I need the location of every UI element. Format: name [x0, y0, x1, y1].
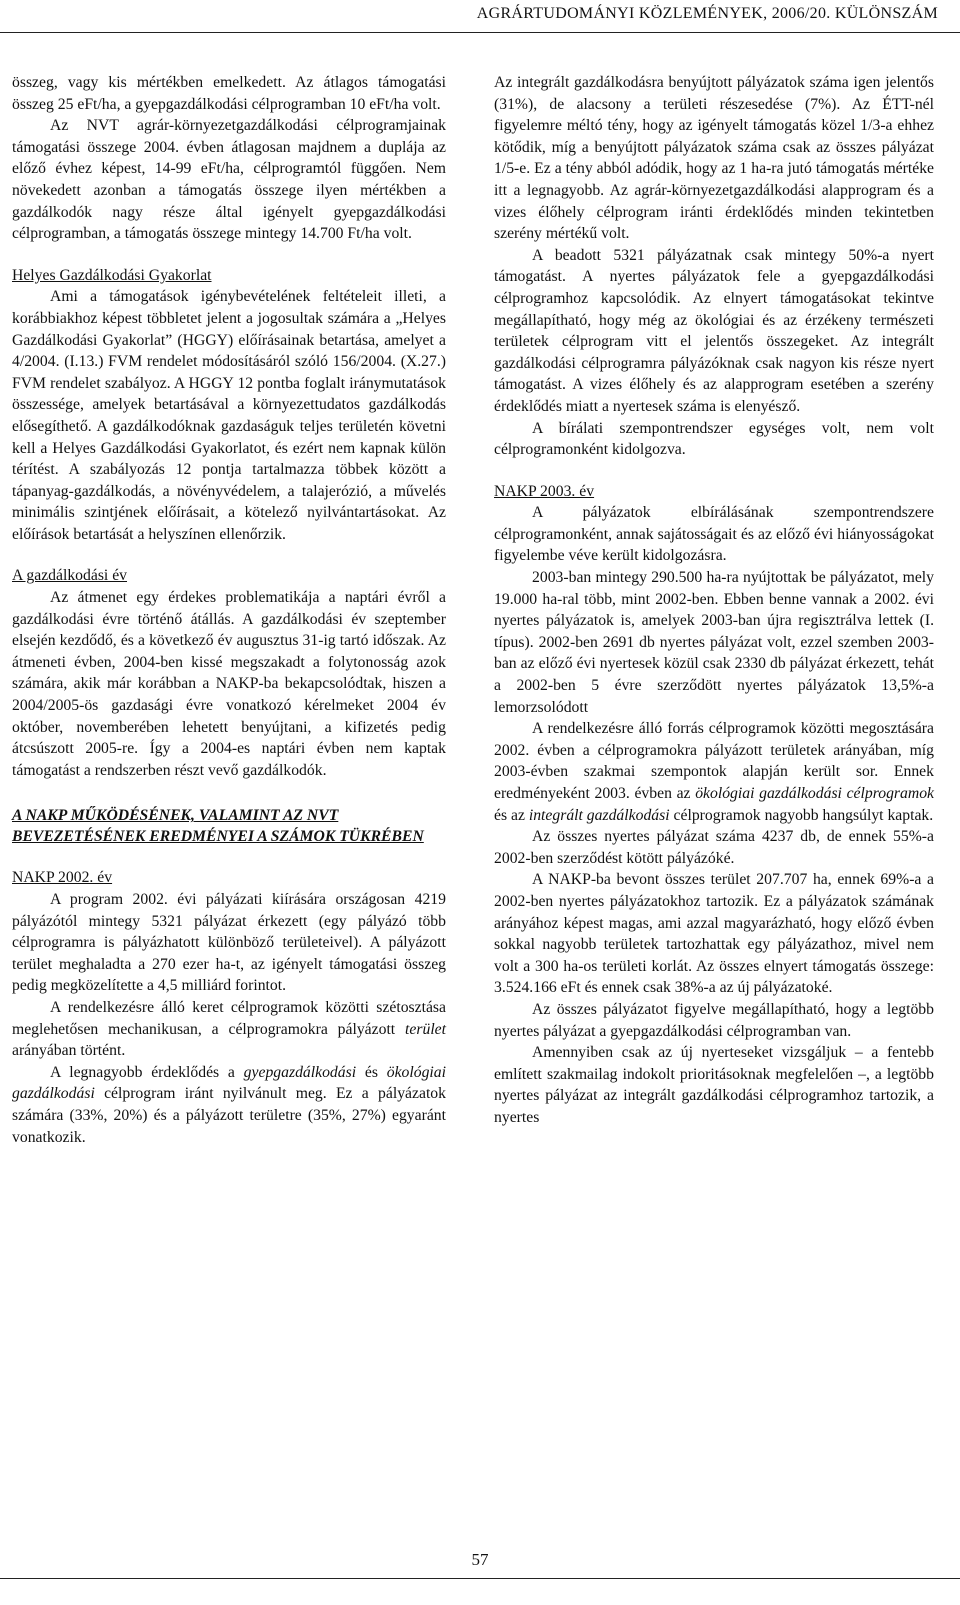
text-run: A legnagyobb érdeklődés a: [50, 1063, 244, 1081]
text-run: célprogramok nagyobb hangsúlyt kaptak.: [669, 806, 934, 824]
page-number: 57: [471, 1550, 489, 1569]
left-column: [12, 72, 446, 1148]
paragraph: [12, 997, 446, 1062]
running-header: [0, 0, 960, 33]
main-section-heading: A NAKP MŰKÖDÉSÉNEK, VALAMINT AZ NVT BEVEZETÉSÉNEK EREDMÉNYEI A SZÁMOK TÜKRÉBEN: [12, 807, 424, 846]
paragraph: Ami a támogatások igénybevételének feltételeit illeti, a korábbiakhoz képest többletet jelent a jogosultak számára a „Helyes Gazdálkodási Gyakorlat” (HGGY) előírásainak betartása, amelyet a 4/2004. (I.13.) FVM rendelet módosításáról szóló 156/2004. (X.27.) FVM rendelet szabályoz. A HGGY 12 pontba foglalt iránymutatások összessége, amelyek betartásával a környezettudatos gazdálkodás elősegíthető. A gazdálkodóknak gazdaságuk teljes területén követni kell a Helyes Gazdálkodási Gyakorlatot, és ezért nem kapnak külön térítést. A szabályozás 12 pontja tartalmazza többek között a tápanyag-gazdálkodás, a növényvédelem, a talajerózió, a művelés minimális szintjének előírásait, a kötelező nyilvántartásokat. Az előírások betartását a helyszínen ellenőrzik.: [12, 288, 446, 543]
section-heading-nakp-2002: NAKP 2002. év: [12, 869, 113, 887]
paragraph: Az összes pályázatot figyelve megállapítható, hogy a legtöbb nyertes pályázat a gyepgazdálkodási célprogramban van.: [494, 1000, 934, 1040]
paragraph: A bírálati szempontrendszer egységes volt, nem volt célprogramonként kidolgozva.: [494, 419, 934, 459]
text-run: A rendelkezésre álló forrás célprogramok közötti megosztására 2002. évben a célprogramokra pályázott területek arányában, míg 2003-évben szakmai szempontok alapján került sor. Ennek eredményeként 2003. évben az: [494, 720, 934, 802]
footer-divider: [0, 1578, 960, 1579]
italic-term: ökológiai gazdálkodási célprogramok: [695, 785, 935, 802]
italic-term: terület: [405, 1020, 446, 1038]
text-run: arányában történt.: [12, 1042, 126, 1060]
italic-term: gyepgazdálkodási: [243, 1063, 357, 1081]
paragraph: Amennyiben csak az új nyerteseket vizsgáljuk – a fentebb említett szakmailag indokolt prioritásoknak megfelelően –, a legtöbb nyertes pályázat az integrált gazdálkodási célprogramhoz tartozik, a nyertes: [494, 1044, 934, 1126]
italic-term: ökológiai gazdálkodási: [12, 1063, 446, 1103]
paragraph: [494, 718, 934, 826]
italic-term: integrált gazdálkodási: [528, 806, 670, 824]
section-heading-hggy: Helyes Gazdálkodási Gyakorlat: [12, 266, 212, 284]
paragraph: A pályázatok elbírálásának szempontrendszere célprogramonként, annak sajátosságait és az előző évi hiányosságokat figyelembe véve került kidolgozásra.: [494, 504, 934, 565]
journal-title: AGRÁRTUDOMÁNYI KÖZLEMÉNYEK, 2006/20. KÜLÖNSZÁM: [476, 5, 938, 22]
section-heading-gazdalkodasi-ev: A gazdálkodási év: [12, 567, 128, 585]
paragraph: Az NVT agrár-környezetgazdálkodási célprogramjainak támogatási összege 2004. évben átlagosan majdnem a duplája az előző évhez képest, 14-99 eFt/ha, célprogramtól függően. Nem növekedett azonban a támogatás összege ilyen mértékben a gazdálkodók nagy része által igényelt gyepgazdálkodási célprogramban, a támogatás összege mintegy 14.700 Ft/ha volt.: [12, 117, 446, 243]
paragraph: [12, 1062, 446, 1148]
section-heading-nakp-2003: NAKP 2003. év: [494, 482, 595, 500]
right-column: [494, 72, 934, 1129]
paragraph: Az összes nyertes pályázat száma 4237 db, de ennek 55%-a 2002-ben szerződést kötött pályázóké.: [494, 828, 934, 867]
paragraph: A beadott 5321 pályázatnak csak mintegy 50%-a nyert támogatást. A nyertes pályázatok fele a gyepgazdálkodási célprogramhoz kapcsolódik. Az elnyert támogatásokat tekintve megállapítható, hogy még az ökológiai és az érzékeny természeti területek célprogram vitt el jelentős összegeket. Az integrált gazdálkodási célprogramra pályázóknak csak nagyon kis része nyert támogatást. A vizes élőhely és az alapprogram esetében a szerény érdeklődés miatt a nyertesek száma is elenyésző.: [494, 246, 934, 415]
paragraph: Az átmenet egy érdekes problematikája a naptári évről a gazdálkodási évre történő átállás. A gazdálkodási év szeptember elsején kezdődő, és a következő év augusztus 31-ig tartó időszak. Az átmeneti évben, 2004-ben kissé megszakadt a folytonosság azok számára, akik már korábban a NAKP-ba bekapcsolódtak, hiszen a 2004/2005-ös gazdasági évre vonatkozó kérelmeket 2004 év október, novemberében lehetett benyújtani, a kifizetés pedig átcsúszott 2005-re. Így a 2004-es naptári évben nem kaptak támogatást a rendszerben részt vevő gazdálkodók.: [12, 589, 446, 779]
text-run: és az: [494, 806, 529, 824]
paragraph: összeg, vagy kis mértékben emelkedett. Az átlagos támogatási összeg 25 eFt/ha, a gyepgazdálkodási célprogramban 10 eFt/ha volt.: [12, 74, 446, 113]
text-run: A rendelkezésre álló keret célprogramok közötti szétosztása meglehetősen mechanikusan, a célprogramokra pályázott: [12, 998, 446, 1038]
paragraph: 2003-ban mintegy 290.500 ha-ra nyújtottak be pályázatot, mely 19.000 ha-ral több, mint 2002-ben. Ebben benne vannak a 2002. évi nyertes pályázatok is, amelyek 2003-ban újra regisztrálva lettek (I. típus). 2002-ben 2691 db nyertes pályázat volt, ezzel szemben 2003-ban az előző évi nyertesek közül csak 2330 db pályázat érkezett, tehát a 2002-ben 5 évre szerződött nyertes pályázatok 13,5%-a lemorzsolódott: [494, 569, 934, 716]
paragraph: A program 2002. évi pályázati kiírására országosan 4219 pályázótól mintegy 5321 pályázat érkezett (egy pályázó több célprogramra is pályázhatott különböző területeivel). A pályázott terület meghaladta a 270 ezer ha-t, az igényelt támogatási összeg pedig megközelítette a 4,5 milliárd forintot.: [12, 891, 446, 995]
paragraph: A NAKP-ba bevont összes terület 207.707 ha, ennek 69%-a a 2002-ben nyertes pályázatokhoz tartozik. Ez a pályázatok számának arányához képest magas, ami azzal magyarázható, hogy előző évben sokkal nagyobb területek tartozhattak egy pályázathoz, mivel nem volt a 300 ha-os területi korlát. Az összes elnyert támogatás összege: 3.524.166 eFt és ennek csak 38%-a az új pályázatoké.: [494, 871, 934, 997]
paragraph: Az integrált gazdálkodásra benyújtott pályázatok száma igen jelentős (31%), de alacsony a területi részesedése (7%). Az ÉTT-nél figyelemre méltó tény, hogy az igényelt támogatás közel 1/3-a ehhez kötődik, míg a benyújtott pályázatok száma csak az összes pályázat 1/5-e. Ez a tény abból adódik, hogy az 1 ha-ra jutó támogatás mértéke itt a legnagyobb. Az agrár-környezetgazdálkodási alapprogram és a vizes élőhely célprogram iránti érdeklődés minden tekintetben szerény mértékű volt.: [494, 74, 934, 243]
text-run: célprogram iránt nyilvánult meg. Ez a pályázatok számára (33%, 20%) és a pályázott területre (35%, 27%) egyaránt vonatkozik.: [12, 1085, 446, 1146]
text-run: és: [356, 1063, 387, 1081]
